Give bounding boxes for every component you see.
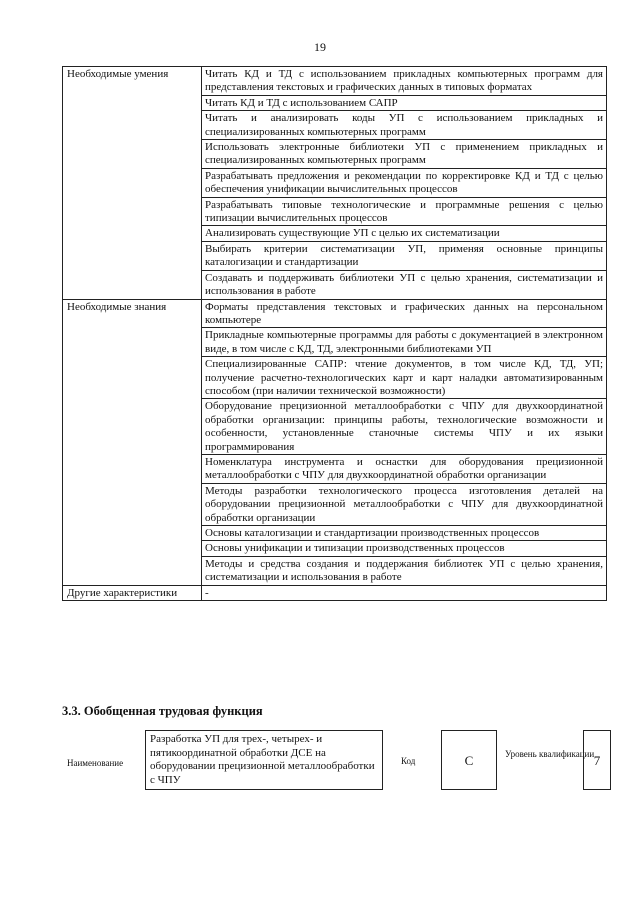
- page-number: 19: [314, 40, 326, 54]
- knowledge-label: Необходимые знания: [63, 299, 202, 585]
- requirements-table: [62, 66, 607, 601]
- skills-item: Читать КД и ТД с использованием САПР: [202, 95, 607, 110]
- other-label: Другие характеристики: [63, 585, 202, 600]
- knowledge-item: Методы и средства создания и поддержания библиотек УП с целью хранения, систематизации и использования в работе: [202, 556, 607, 585]
- section-heading: 3.3. Обобщенная трудовая функция: [62, 704, 263, 718]
- knowledge-item: Основы каталогизации и стандартизации производственных процессов: [202, 526, 607, 541]
- skills-item: Выбирать критерии систематизации УП, применяя основные принципы каталогизации и стандартизации: [202, 241, 607, 270]
- knowledge-item: Номенклатура инструмента и оснастки для оборудования прецизионной металлообработки с ЧПУ для двухкоординатной обработки организации: [202, 454, 607, 483]
- code-label: Код: [401, 756, 416, 766]
- knowledge-item: Прикладные компьютерные программы для работы с документацией в электронном виде, в том числе с КД, ТД, электронными библиотеками УП: [202, 328, 607, 357]
- name-label: Наименование: [67, 758, 124, 768]
- knowledge-item: Основы унификации и типизации производственных процессов: [202, 541, 607, 556]
- other-value: -: [202, 585, 607, 600]
- knowledge-item: Форматы представления текстовых и графических данных на персональном компьютере: [202, 299, 607, 328]
- skills-item: Читать КД и ТД с использованием прикладных компьютерных программ для представления текстовых и графических данных в типовых форматах: [202, 67, 607, 96]
- table-row: [63, 585, 607, 600]
- qualification-level-label: Уровень квалификации: [505, 749, 595, 759]
- function-name-box: Разработка УП для трех-, четырех- и пятикоординатной обработки ДСЕ на оборудовании прецизионной металлообработки с ЧПУ: [145, 730, 383, 790]
- skills-item: Разрабатывать типовые технологические и программные решения с целью типизации вычислительных процессов: [202, 197, 607, 226]
- skills-item: Создавать и поддерживать библиотеки УП с целью хранения, систематизации и использования в работе: [202, 270, 607, 299]
- knowledge-item: Специализированные САПР: чтение документов, в том числе КД, ТД, УП; получение расчетно-технологических карт и карт наладки автоматизированным способом (при наличии технической возможности): [202, 357, 607, 399]
- skills-item: Использовать электронные библиотеки УП с применением прикладных и специализированных компьютерных программ: [202, 140, 607, 169]
- skills-label: Необходимые умения: [63, 67, 202, 300]
- table-row: [63, 299, 607, 328]
- table-row: [63, 67, 607, 96]
- knowledge-item: Оборудование прецизионной металлообработки с ЧПУ для двухкоординатной обработки организации: принципы работы, технологические возможности и особенности, установленные станочные системы ЧПУ и их языки программирования: [202, 399, 607, 455]
- skills-item: Читать и анализировать коды УП с использованием прикладных и специализированных компьютерных программ: [202, 111, 607, 140]
- qualification-level-box: 7: [583, 730, 611, 790]
- skills-item: Разрабатывать предложения и рекомендации по корректировке КД и ТД с целью обеспечения унификации вычислительных процессов: [202, 168, 607, 197]
- code-box: C: [441, 730, 497, 790]
- knowledge-item: Методы разработки технологического процесса изготовления деталей на оборудовании прецизионной металлообработки с ЧПУ для двухкоординатной обработки организации: [202, 483, 607, 525]
- skills-item: Анализировать существующие УП с целью их систематизации: [202, 226, 607, 241]
